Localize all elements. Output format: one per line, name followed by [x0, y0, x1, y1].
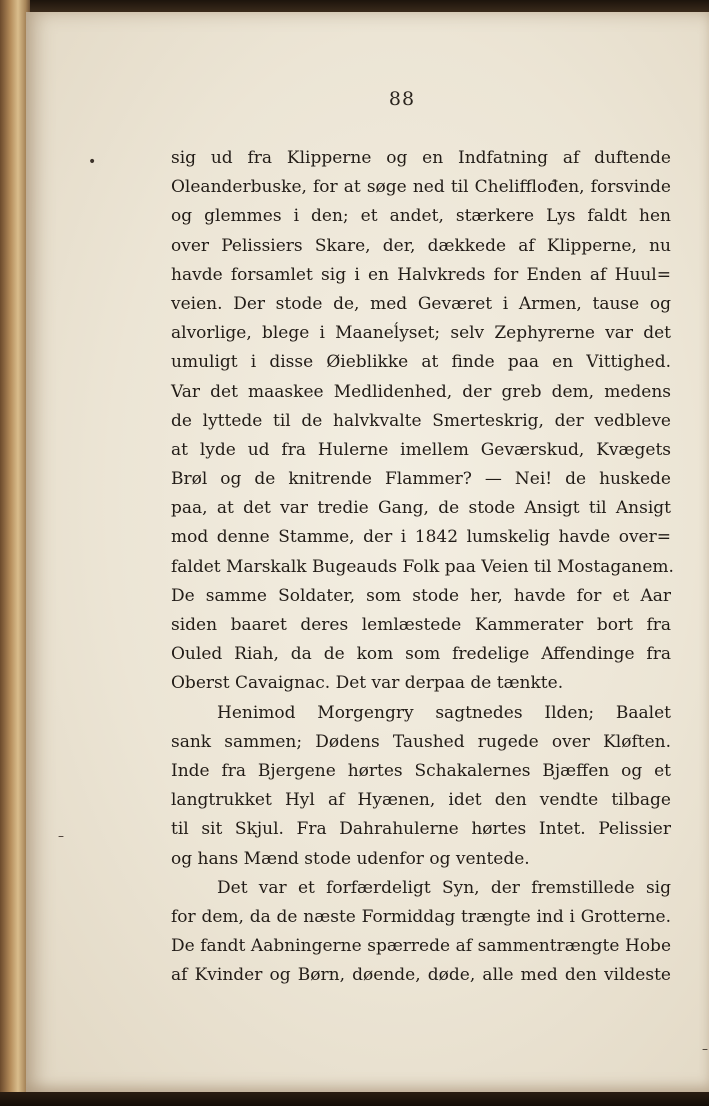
text-line: for dem, da de næste Formiddag trængte ind i Grotterne. [171, 906, 671, 927]
text-line: og glemmes i den; et andet, stærkere Lys faldt hen [171, 206, 671, 227]
top-page-edge [0, 0, 709, 12]
text-line: de lyttede til de halvkvalte Smerteskrig, der vedbleve [171, 410, 671, 431]
text-line: siden baaret deres lemlæstede Kammerater bort fra [171, 615, 671, 635]
text-line: Ouled Riah, da de kom som fredelige Affendinge fra [171, 644, 671, 665]
text-line: mod denne Stamme, der i 1842 lumskelig havde over= [171, 527, 671, 548]
margin-dash: – [58, 829, 64, 843]
text-line: til sit Skjul. Fra Dahrahulerne hørtes Intet. Pelissier [171, 819, 671, 840]
text-line: over Pelissiers Skare, der, dækkede af Klipperne, nu [171, 235, 671, 256]
text-line: paa, at det var tredie Gang, de stode Ansigt til Ansigt [171, 498, 671, 519]
text-line: Brøl og de knitrende Flammer? — Nei! de huskede [171, 469, 671, 490]
text-line: at lyde ud fra Hulerne imellem Geværskud, Kvægets [171, 439, 671, 460]
text-line: faldet Marskalk Bugeauds Folk paa Veien til Mostaganem. [171, 556, 674, 577]
text-line: sig ud fra Klipperne og en Indfatning af duftende [171, 148, 671, 168]
text-line: alvorlige, blege i Maaneĺyset; selv Zephyrerne var det [171, 323, 671, 344]
bottom-page-edge [0, 1092, 709, 1106]
text-line: De fandt Aabningerne spærrede af sammentrængte Hobe [171, 936, 671, 957]
text-line: Det var et forfærdeligt Syn, der fremstillede sig [217, 877, 671, 898]
text-line: og hans Mænd stode udenfor og ventede. [171, 848, 530, 869]
text-line: Var det maaskee Medlidenhed, der greb dem, medens [171, 381, 671, 402]
text-line: veien. Der stode de, med Geværet i Armen, tause og [171, 293, 671, 314]
margin-dot: • [88, 154, 97, 170]
text-line: Inde fra Bjergene hørtes Schakalernes Bjæffen og et [171, 760, 671, 781]
margin-dash: – [702, 1042, 708, 1056]
text-line: Henimod Morgengry sagtnedes Ilden; Baalet [217, 702, 671, 723]
text-line: havde forsamlet sig i en Halvkreds for Enden af Huul= [171, 264, 671, 285]
text-line: De samme Soldater, som stode her, havde for et Aar [171, 585, 671, 606]
text-line: sank sammen; Dødens Taushed rugede over Kløften. [171, 731, 671, 752]
page-sheet [26, 12, 709, 1092]
text-line: langtrukket Hyl af Hyænen, idet den vendte tilbage [171, 790, 671, 811]
text-line: umuligt i disse Øieblikke at finde paa en Vittighed. [171, 352, 671, 373]
text-line: af Kvinder og Børn, døende, døde, alle med den vildeste [171, 965, 671, 986]
text-line: Oberst Cavaignac. Det var derpaa de tænkte. [171, 673, 564, 694]
text-line: Oleanderbuske, for at søge ned til Chelifflođen, forsvinde [171, 177, 671, 198]
page-number: 88 [388, 88, 416, 110]
body-text [171, 144, 674, 990]
